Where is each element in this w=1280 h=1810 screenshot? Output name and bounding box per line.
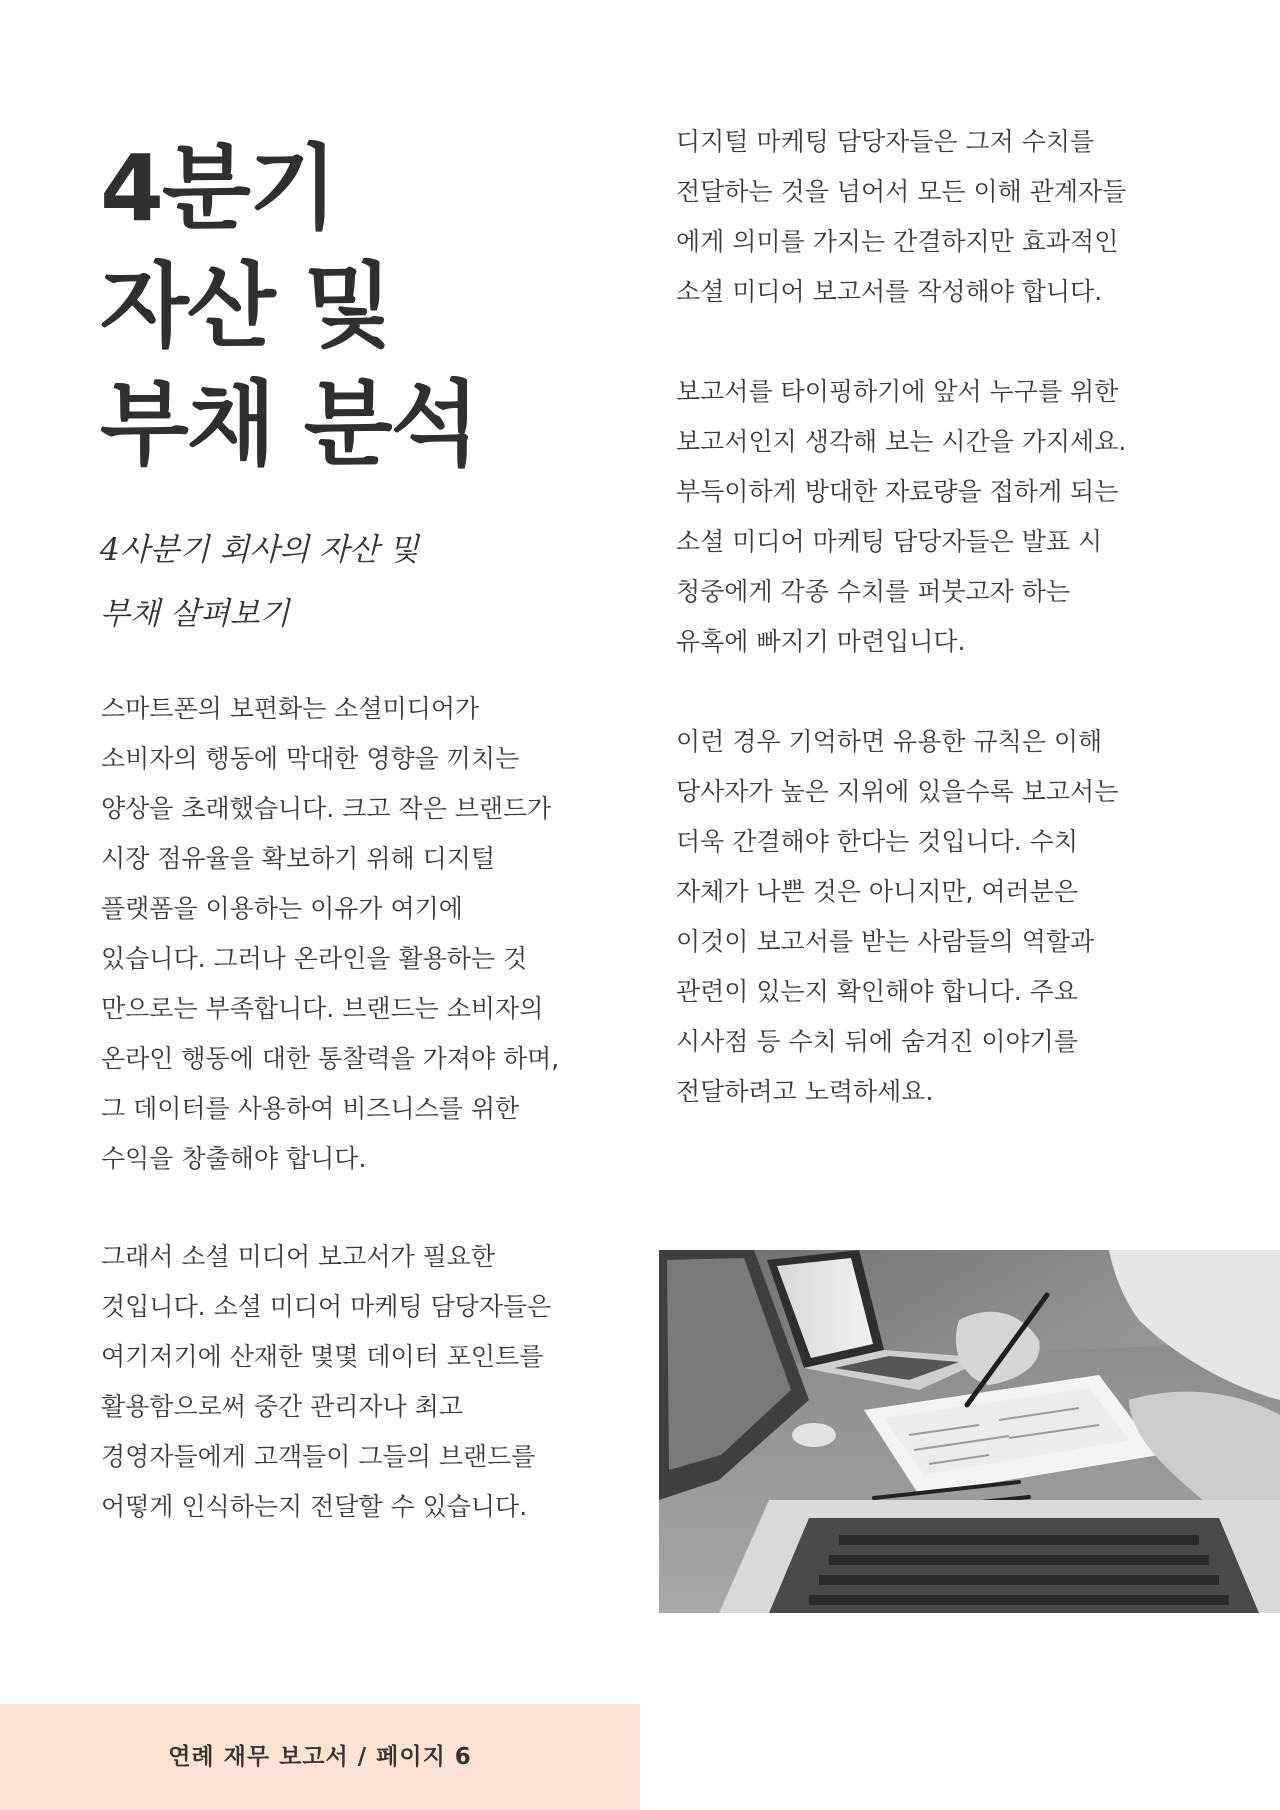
left-paragraph-1: [101, 684, 621, 1184]
text-line: 소셜 미디어 마케팅 담당자들은 발표 시: [676, 527, 1103, 556]
text-line: 관련이 있는지 확인해야 합니다. 주요: [676, 977, 1078, 1006]
text-line: 온라인 행동에 대한 통찰력을 가져야 하며,: [101, 1044, 560, 1073]
text-line: 디지털 마케팅 담당자들은 그저 수치를: [676, 127, 1095, 156]
text-line: 그 데이터를 사용하여 비즈니스를 위한: [101, 1094, 520, 1123]
text-line: 것입니다. 소셜 미디어 마케팅 담당자들은: [101, 1292, 552, 1321]
text-line: 시장 점유율을 확보하기 위해 디지털: [101, 844, 496, 873]
footer-bar: [0, 1704, 640, 1810]
text-line: 당사자가 높은 지위에 있을수록 보고서는: [676, 777, 1119, 806]
text-line: 경영자들에게 고객들이 그들의 브랜드를: [101, 1442, 536, 1471]
text-line: 스마트폰의 보편화는 소셜미디어가: [101, 694, 480, 723]
text-line: 청중에게 각종 수치를 퍼붓고자 하는: [676, 577, 1071, 606]
text-line: 이런 경우 기억하면 유용한 규칙은 이해: [676, 727, 1103, 756]
text-line: 전달하려고 노력하세요.: [676, 1077, 934, 1106]
text-line: 보고서인지 생각해 보는 시간을 가지세요.: [676, 427, 1127, 456]
right-paragraph-1: [676, 117, 1196, 317]
text-line: 활용함으로써 중간 관리자나 최고: [101, 1392, 463, 1421]
text-line: 어떻게 인식하는지 전달할 수 있습니다.: [101, 1492, 528, 1521]
footer-page-label: 연례 재무 보고서 / 페이지 6: [168, 1744, 472, 1770]
text-line: 플랫폼을 이용하는 이유가 여기에: [101, 894, 463, 923]
text-line: 더욱 간결해야 한다는 것입니다. 수치: [676, 827, 1078, 856]
text-line: 소비자의 행동에 막대한 영향을 끼치는: [101, 744, 520, 773]
page-title-line: 부채 분석: [100, 371, 478, 478]
text-line: 있습니다. 그러나 온라인을 활용하는 것: [101, 944, 528, 973]
text-line: 양상을 초래했습니다. 크고 작은 브랜드가: [101, 794, 552, 823]
text-line: 만으로는 부족합니다. 브랜드는 소비자의: [101, 994, 544, 1023]
text-line: 그래서 소셜 미디어 보고서가 필요한: [101, 1242, 496, 1271]
text-line: 시사점 등 수치 뒤에 숨겨진 이야기를: [676, 1027, 1078, 1056]
right-paragraph-2: [676, 367, 1196, 667]
text-line: 수익을 창출해야 합니다.: [101, 1144, 367, 1173]
laptops-desk-illustration: [659, 1250, 1280, 1613]
text-line: 에게 의미를 가지는 간결하지만 효과적인: [676, 227, 1119, 256]
text-line: 유혹에 빠지기 마련입니다.: [676, 627, 966, 656]
page-title: [100, 130, 620, 484]
text-line: 여기저기에 산재한 몇몇 데이터 포인트를: [101, 1342, 544, 1371]
text-line: 부득이하게 방대한 자료량을 접하게 되는: [676, 477, 1119, 506]
text-line: 전달하는 것을 넘어서 모든 이해 관계자들: [676, 177, 1127, 206]
text-line: 이것이 보고서를 받는 사람들의 역할과: [676, 927, 1095, 956]
page-subtitle-line: 4사분기 회사의 자산 및: [100, 532, 419, 568]
laptops-desk-photo: [659, 1250, 1280, 1613]
left-paragraph-2: [101, 1232, 621, 1532]
text-line: 소셜 미디어 보고서를 작성해야 합니다.: [676, 277, 1103, 306]
text-line: 자체가 나쁜 것은 아니지만, 여러분은: [676, 877, 1078, 906]
page-title-line: 자산 및: [100, 253, 391, 360]
page-subtitle: [100, 518, 620, 646]
right-paragraph-3: [676, 717, 1196, 1117]
page-title-line: 4분기: [100, 135, 336, 242]
text-line: 보고서를 타이핑하기에 앞서 누구를 위한: [676, 377, 1119, 406]
page-subtitle-line: 부채 살펴보기: [100, 596, 290, 632]
